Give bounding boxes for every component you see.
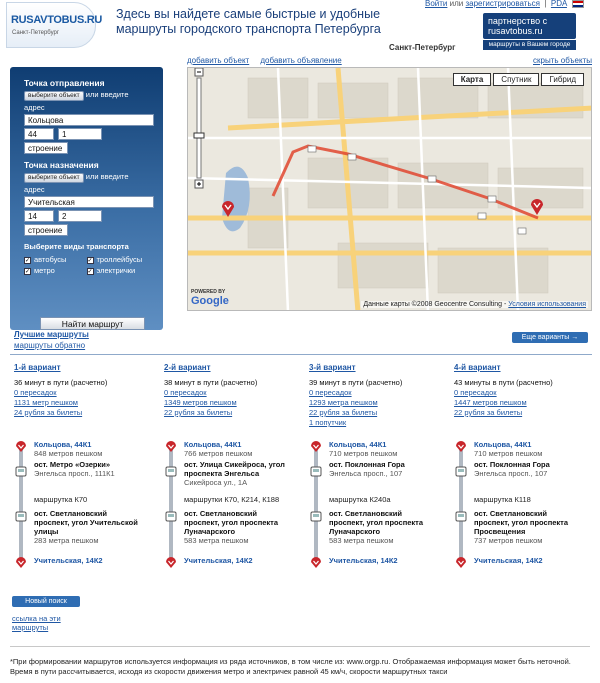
terms-link[interactable]: Условия использования [508, 301, 586, 308]
map-type-satellite[interactable]: Спутник [493, 73, 539, 86]
city-label: Санкт-Петербург [389, 43, 456, 52]
ticket-price: 22 рубля за билеты [164, 408, 233, 417]
end-pin-icon [455, 556, 467, 569]
from-pick-button[interactable]: выберите объект [24, 91, 84, 101]
companion-link[interactable]: 1 попутчик [309, 418, 347, 427]
map-links [187, 56, 592, 65]
route-steps [454, 440, 599, 570]
stop-icon [455, 465, 467, 478]
stop-icon [310, 510, 322, 523]
walk-distance: 1349 метров пешком [164, 398, 237, 407]
to-street-input[interactable]: Учительская [24, 196, 154, 208]
step-alight: ост. Светлановский проспект, угол проспекта Луначарского 583 метра пешком [329, 509, 423, 545]
route-track [169, 445, 173, 565]
to-korpus-input[interactable]: 2 [58, 210, 102, 222]
stop-icon [15, 465, 27, 478]
step-board: ост. Улица Сикейроса, угол проспекта Энгельса Сикейроса ул., 1А [184, 460, 285, 487]
start-marker-icon[interactable] [220, 198, 236, 218]
end-pin-icon [15, 556, 27, 569]
map-type-hybrid[interactable]: Гибрид [541, 73, 584, 86]
search-panel [10, 67, 163, 330]
best-routes-title[interactable]: Лучшие маршруты [14, 330, 89, 339]
transport-types-title: Выберите виды транспорта [24, 242, 129, 251]
stop-icon [455, 510, 467, 523]
routes-back-link[interactable]: маршруты обратно [14, 341, 86, 350]
ticket-price: 24 рубля за билеты [14, 408, 83, 417]
step-alight: ост. Светлановский проспект, угол проспекта Просвещения 737 метров пешком [474, 509, 568, 545]
ticket-price: 22 рубля за билеты [454, 408, 523, 417]
variant-title[interactable]: 1-й вариант [14, 363, 61, 372]
logo-text: RUSAVTOBUS.RU [11, 14, 103, 26]
step-start: Кольцова, 44К1 710 метров пешком [329, 440, 398, 458]
travel-time: 43 минуты в пути (расчетно) [454, 378, 553, 387]
variant-title[interactable]: 2-й вариант [164, 363, 211, 372]
step-route: маршрутка К70 [34, 495, 88, 504]
transport-checkboxes [24, 255, 149, 277]
uk-flag-icon[interactable] [572, 0, 584, 8]
route-steps [309, 440, 454, 570]
step-board: ост. Поклонная Гора Энгельса просп., 107 [474, 460, 550, 478]
footer-note: *При формировании маршрутов используется информация из ряда источников, в том числе из: www.orgp.ru. Отображаемая информация может быть неточной. Время в пути рассчитывается, исходя из скорости движения метро и электричек равной 45 км/ч, скорости маршрутных такси [10, 646, 590, 677]
step-board: ост. Метро «Озерки» Энгельса просп., 111К1 [34, 460, 115, 478]
route-track [459, 445, 463, 565]
variant-2 [164, 363, 309, 565]
or-enter-text: или введите [85, 172, 129, 181]
step-start: Кольцова, 44К1 710 метров пешком [474, 440, 543, 458]
train-option[interactable]: ✓ электрички [87, 266, 136, 275]
more-variants-button[interactable]: Еще варианты → [512, 332, 588, 343]
hide-objects-link[interactable]: скрыть объекты [533, 56, 592, 65]
variant-4 [454, 363, 599, 565]
walk-distance: 1447 метров пешком [454, 398, 527, 407]
map-type-map[interactable]: Карта [453, 73, 492, 86]
link-to-routes[interactable]: ссылка на эти маршруты [12, 614, 61, 632]
walk-distance: 1131 метр пешком [14, 398, 78, 407]
transfers: 0 пересадок [454, 388, 497, 397]
end-pin-icon [310, 556, 322, 569]
travel-time: 39 минут в пути (расчетно) [309, 378, 403, 387]
route-steps [164, 440, 309, 570]
variant-title[interactable]: 3-й вариант [309, 363, 356, 372]
stop-icon [165, 465, 177, 478]
from-house-input[interactable]: 44 [24, 128, 54, 140]
from-street-input[interactable]: Кольцова [24, 114, 154, 126]
stop-icon [15, 510, 27, 523]
metro-checkbox[interactable]: ✓ [25, 268, 31, 275]
to-building-input[interactable]: строение [24, 224, 68, 236]
find-route-button[interactable]: Найти маршрут [40, 317, 145, 330]
step-end: Учительская, 14К2 [184, 556, 253, 565]
map[interactable] [187, 67, 592, 311]
google-logo: POWERED BY Google [191, 289, 229, 307]
metro-option[interactable]: ✓ метро [25, 266, 55, 275]
transfers: 0 пересадок [164, 388, 207, 397]
step-route: маршрутки К70, К214, К188 [184, 495, 280, 504]
to-house-input[interactable]: 14 [24, 210, 54, 222]
add-ad-link[interactable]: добавить объявление [260, 56, 342, 65]
logo[interactable] [6, 2, 103, 48]
step-end: Учительская, 14К2 [34, 556, 103, 565]
start-pin-icon [310, 440, 322, 453]
transfers: 0 пересадок [14, 388, 57, 397]
start-pin-icon [15, 440, 27, 453]
step-board: ост. Поклонная Гора Энгельса просп., 107 [329, 460, 405, 478]
end-pin-icon [165, 556, 177, 569]
route-steps [14, 440, 159, 570]
transfers: 0 пересадок [309, 388, 352, 397]
from-korpus-input[interactable]: 1 [58, 128, 102, 140]
pda-link[interactable]: PDA [550, 0, 567, 8]
zoom-control[interactable] [188, 68, 210, 198]
step-start: Кольцова, 44К1 766 метров пешком [184, 440, 253, 458]
step-alight: ост. Светлановский проспект, угол проспекта Луначарского 583 метра пешком [184, 509, 278, 545]
step-end: Учительская, 14К2 [329, 556, 398, 565]
stop-icon [310, 465, 322, 478]
end-marker-icon[interactable] [529, 196, 545, 216]
step-alight: ост. Светлановский проспект, угол Учительской улицы 283 метра пешком [34, 509, 138, 545]
partnership-banner[interactable]: партнерство с rusavtobus.ru [483, 13, 576, 39]
new-search-button[interactable]: Новый поиск [12, 596, 80, 607]
travel-time: 36 минут в пути (расчетно) [14, 378, 108, 387]
logo-subtitle: Санкт-Петербург [12, 30, 60, 36]
login-link[interactable]: Войти [425, 0, 448, 8]
start-pin-icon [455, 440, 467, 453]
to-pick-button[interactable]: выберите объект [24, 173, 84, 183]
or-text: или [449, 0, 464, 8]
or-enter-text: или введите [85, 90, 129, 99]
step-route: маршрутка К240а [329, 495, 391, 504]
register-link[interactable]: зарегистрироваться [465, 0, 540, 8]
slogan: Здесь вы найдете самые быстрые и удобные маршруты городского транспорта Петербурга [116, 7, 381, 36]
map-type-switcher [453, 73, 584, 86]
divider [10, 354, 592, 355]
top-links: Войти или зарегистрироваться | PDA [425, 0, 584, 8]
address-label: адрес [24, 103, 45, 112]
from-title: Точка отправления [24, 78, 105, 88]
bus-checkbox[interactable]: ✓ [25, 257, 31, 264]
route-track [314, 445, 318, 565]
travel-time: 38 минут в пути (расчетно) [164, 378, 258, 387]
trolley-option[interactable]: ✓ троллейбусы [87, 255, 143, 264]
address-label: адрес [24, 185, 45, 194]
ticket-price: 22 рубля за билеты [309, 408, 378, 417]
step-end: Учительская, 14К2 [474, 556, 543, 565]
variant-3 [309, 363, 454, 565]
train-checkbox[interactable]: ✓ [87, 268, 93, 275]
step-route: маршрутка К118 [474, 495, 531, 504]
routes-city-banner[interactable]: маршруты в Вашем городе [483, 40, 576, 50]
to-title: Точка назначения [24, 160, 99, 170]
step-start: Кольцова, 44К1 848 метров пешком [34, 440, 103, 458]
route-track [19, 445, 23, 565]
start-pin-icon [165, 440, 177, 453]
add-object-link[interactable]: добавить объект [187, 56, 250, 65]
map-canvas [188, 68, 592, 311]
walk-distance: 1293 метра пешком [309, 398, 378, 407]
variant-title[interactable]: 4-й вариант [454, 363, 501, 372]
variant-1 [14, 363, 159, 565]
stop-icon [165, 510, 177, 523]
map-copyright: Данные карты ©2008 Geocentre Consulting - Условия использования [363, 301, 586, 308]
trolley-checkbox[interactable]: ✓ [87, 257, 93, 264]
from-building-input[interactable]: строение [24, 142, 68, 154]
header [0, 0, 600, 62]
bus-option[interactable]: ✓ автобусы [25, 255, 67, 264]
